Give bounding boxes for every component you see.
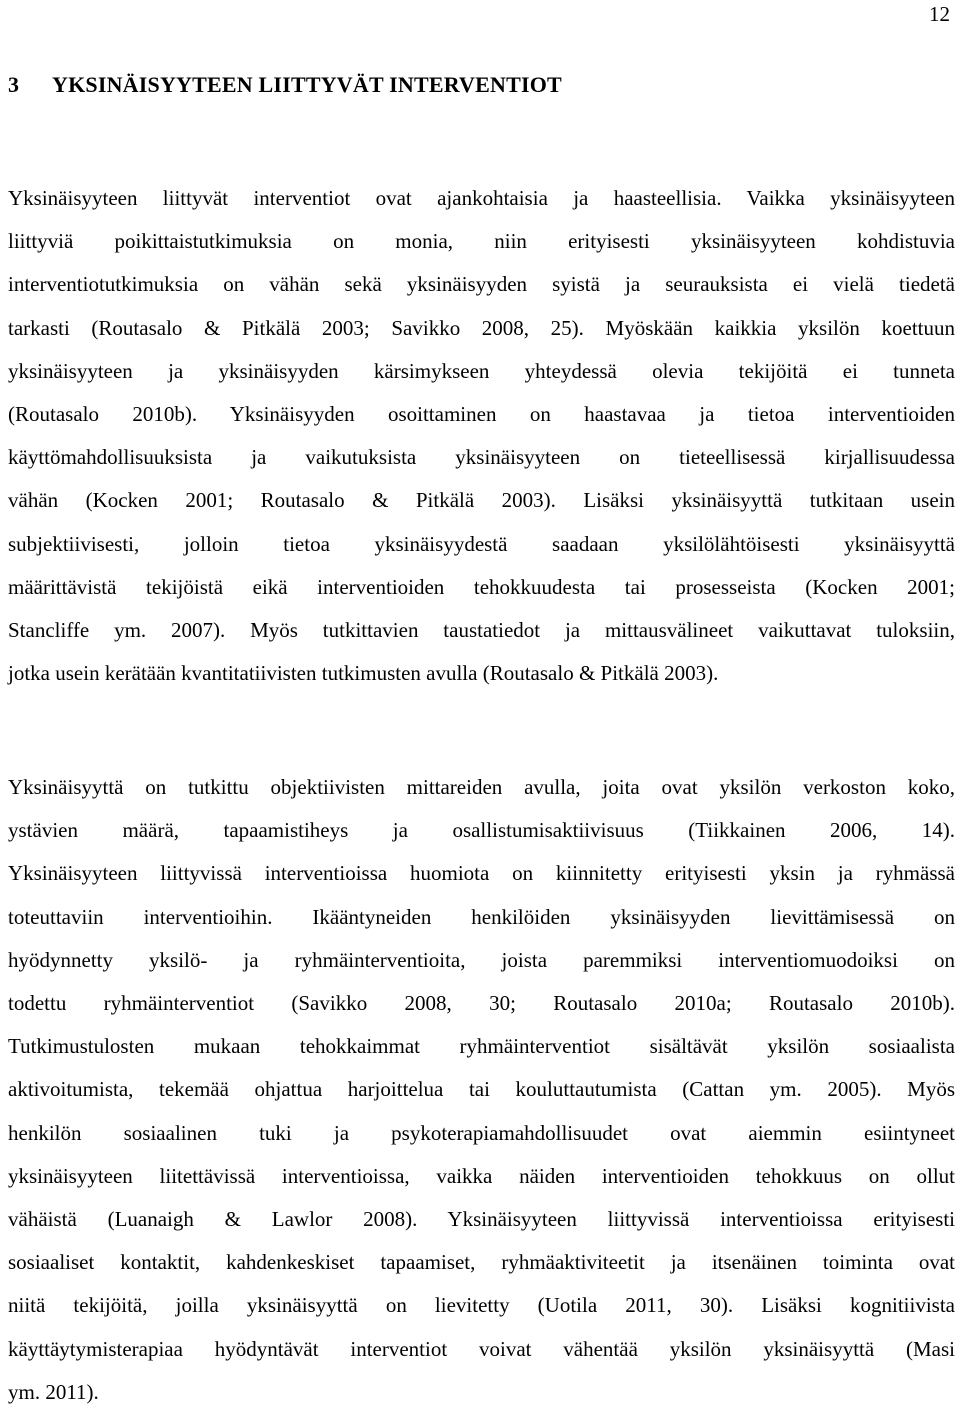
text-line: ystävien määrä, tapaamistiheys ja osallistumisaktiivisuus (Tiikkainen 2006, 14).	[8, 818, 955, 843]
text-line: henkilön sosiaalinen tuki ja psykoterapiamahdollisuudet ovat aiemmin esiintyneet	[8, 1120, 955, 1145]
chapter-number: 3	[8, 72, 20, 97]
text-line: ym. 2011).	[8, 1379, 99, 1404]
text-line: toteuttaviin interventioihin. Ikääntyneiden henkilöiden yksinäisyyden lievittämisessä on	[8, 904, 955, 929]
text-line: subjektiivisesti, jolloin tietoa yksinäisyydestä saadaan yksilölähtöisesti yksinäisyyttä	[8, 531, 955, 556]
text-line: yksinäisyyteen ja yksinäisyyden kärsimykseen yhteydessä olevia tekijöitä ei tunneta	[8, 358, 955, 383]
text-line: interventiotutkimuksia on vähän sekä yksinäisyyden syistä ja seurauksista ei vielä tiedetä	[8, 272, 955, 297]
text-line: aktivoitumista, tekemää ohjattua harjoittelua tai kouluttautumista (Cattan ym. 2005). Myös	[8, 1077, 955, 1102]
text-line: hyödynnetty yksilö- ja ryhmäinterventioita, joista paremmiksi interventiomuodoiksi on	[8, 947, 955, 972]
text-line: vähäistä (Luanaigh & Lawlor 2008). Yksinäisyyteen liittyvissä interventioissa erityisesti	[8, 1207, 955, 1232]
text-line: määrittävistä tekijöistä eikä interventioiden tehokkuudesta tai prosesseista (Kocken 2001;	[8, 574, 955, 599]
text-line: Yksinäisyyteen liittyvissä interventioissa huomiota on kiinnitetty erityisesti yksin ja ryhmässä	[8, 861, 955, 886]
text-line: todettu ryhmäinterventiot (Savikko 2008, 30; Routasalo 2010a; Routasalo 2010b).	[8, 991, 955, 1016]
paragraph-2	[8, 766, 955, 1414]
text-line: jotka usein kerätään kvantitatiivisten tutkimusten avulla (Routasalo & Pitkälä 2003).	[8, 661, 719, 686]
text-line: niitä tekijöitä, joilla yksinäisyyttä on lievitetty (Uotila 2011, 30). Lisäksi kognitiivista	[8, 1293, 955, 1318]
paragraph-1	[8, 177, 955, 695]
text-line: Stancliffe ym. 2007). Myös tutkittavien taustatiedot ja mittausvälineet vaikuttavat tuloksiin,	[8, 618, 955, 643]
text-line: Tutkimustulosten mukaan tehokkaimmat ryhmäinterventiot sisältävät yksilön sosiaalista	[8, 1034, 955, 1059]
text-line: yksinäisyyteen liitettävissä interventioissa, vaikka näiden interventioiden tehokkuus on ollut	[8, 1163, 955, 1188]
text-line: sosiaaliset kontaktit, kahdenkeskiset tapaamiset, ryhmäaktiviteetit ja itsenäinen toiminta ovat	[8, 1250, 955, 1275]
text-line: tarkasti (Routasalo & Pitkälä 2003; Savikko 2008, 25). Myöskään kaikkia yksilön koettuun	[8, 315, 955, 340]
text-line: liittyviä poikittaistutkimuksia on monia, niin erityisesti yksinäisyyteen kohdistuvia	[8, 229, 955, 254]
text-line: käyttäytymisterapiaa hyödyntävät interventiot voivat vähentää yksilön yksinäisyyttä (Masi	[8, 1336, 955, 1361]
text-line: (Routasalo 2010b). Yksinäisyyden osoittaminen on haastavaa ja tietoa interventioiden	[8, 402, 955, 427]
text-line: Yksinäisyyteen liittyvät interventiot ovat ajankohtaisia ja haasteellisia. Vaikka yksinäisyyteen	[8, 186, 955, 210]
chapter-heading	[8, 71, 562, 99]
chapter-title: YKSINÄISYYTEEN LIITTYVÄT INTERVENTIOT	[52, 72, 562, 97]
text-line: Yksinäisyyttä on tutkittu objektiivisten mittareiden avulla, joita ovat yksilön verkoston koko,	[8, 775, 955, 799]
text-line: vähän (Kocken 2001; Routasalo & Pitkälä 2003). Lisäksi yksinäisyyttä tutkitaan usein	[8, 488, 955, 513]
page-number: 12	[929, 2, 950, 26]
text-line: käyttömahdollisuuksista ja vaikutuksista yksinäisyyteen on tieteellisessä kirjallisuudessa	[8, 445, 955, 470]
